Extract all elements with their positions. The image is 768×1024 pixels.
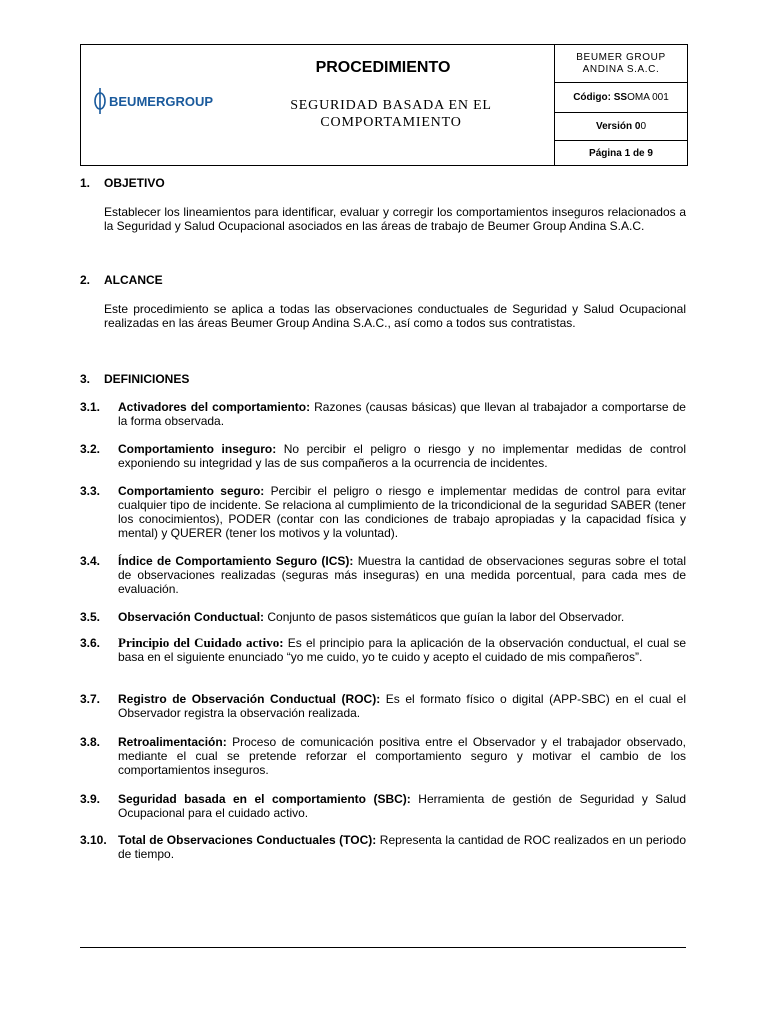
page-cell [555,141,687,165]
section-1-text: Establecer los lineamientos para identificar, evaluar y corregir los comportamientos inseguros relacionados a la Seguridad y Salud Ocupacional asociados en las áreas de trabajo de Beumer Group Andina S.A.C. [104,205,686,233]
definition-term: Índice de Comportamiento Seguro (ICS): [118,554,354,568]
document-title: PROCEDIMIENTO [315,59,451,76]
definition-item: 3.1. Activadores del comportamiento: Razones (causas básicas) que llevan al trabajador a comportarse de la forma observada. [80,400,686,428]
definition-item: 3.5. Observación Conductual: Conjunto de pasos sistemáticos que guían la labor del Observador. [80,610,625,624]
subtitle-line-2: COMPORTAMIENTO [320,115,462,130]
definition-item: 3.7. Registro de Observación Conductual (ROC): Es el formato físico o digital (APP-SBC) en el cual el Observador registra la observación realizada. [80,692,687,720]
definition-item: 3.10. Total de Observaciones Conductuales (TOC): Representa la cantidad de ROC realizados en un periodo de tiempo. [80,833,686,861]
definition-term: Total de Observaciones Conductuales (TOC): [118,833,377,847]
logo-text: BEUMERGROUP [109,94,213,109]
code-value: OMA 001 [627,92,669,103]
definition-text: Proceso de comunicación positiva entre el Observador y el trabajador observado, mediante el cual se pretende reforzar el comportamiento seguro y motivar el cambio de los comportamientos inseguros. [118,735,686,777]
version-cell [555,113,687,141]
section-1-heading: 1. OBJETIVO [80,176,165,190]
definition-text: Es el formato físico o digital (APP-SBC) en el cual el Observador registra la observación realizada. [118,692,687,720]
version-value: 0 [640,121,647,132]
document-header [80,44,688,166]
definition-item: 3.3. Comportamiento seguro: Percibir el peligro o riesgo e implementar medidas de control para evitar cualquier tipo de incidente. Se relaciona al cumplimiento de la tricondicional de la seguridad SABER (tener los conocimientos), PODER (contar con las condiciones de trabajo apropiadas y la capacidad física y mental) y QUERER (tener los motivos y la voluntad). [80,484,687,540]
definition-item: 3.9. Seguridad basada en el comportamiento (SBC): Herramienta de gestión de Seguridad y Salud Ocupacional para el cuidado activo. [80,792,686,820]
company-line-1: BEUMER GROUP [576,51,666,63]
definition-term: Comportamiento inseguro: [118,442,277,456]
company-line-2: ANDINA S.A.C. [582,63,660,75]
subtitle-line-1: SEGURIDAD BASADA EN EL [290,98,492,113]
definition-text: Razones (causas básicas) que llevan al trabajador a comportarse de la forma observada. [118,400,686,428]
definition-text: No percibir el peligro o riesgo y no implementar medidas de control exponiendo su integridad y las de sus compañeros a la ocurrencia de incidentes. [118,442,686,470]
definition-item: 3.2. Comportamiento inseguro: No percibir el peligro o riesgo y no implementar medidas de control exponiendo su integridad y las de sus compañeros a la ocurrencia de incidentes. [80,442,686,470]
definition-term: Comportamiento seguro: [118,484,265,498]
definition-text: Muestra la cantidad de observaciones seguras sobre el total de observaciones realizadas (seguras más inseguras) en una medida porcentual, para cada mes de evaluación. [118,554,686,596]
section-2-heading: 2. ALCANCE [80,273,163,287]
definition-term: Retroalimentación: [118,735,227,749]
definition-text: Herramienta de gestión de Seguridad y Salud Ocupacional para el cuidado activo. [118,792,686,820]
code-cell [555,83,687,113]
definition-item: 3.6. Principio del Cuidado activo: Es el principio para la aplicación de la observación conductual, el cual se basa en el siguiente enunciado “yo me cuido, yo te cuido y acepto el cuidado de mis compañeros”. [80,635,686,664]
definition-term: Observación Conductual: [118,610,265,624]
section-3-heading: 3. DEFINICIONES [80,372,190,386]
footer-divider [80,947,686,948]
definition-text: Representa la cantidad de ROC realizados en un periodo de tiempo. [118,833,686,861]
page-label: Página 1 de 9 [589,147,653,159]
definition-text: Percibir el peligro o riesgo e implementar medidas de control para evitar cualquier tipo de incidente. Se relaciona al cumplimiento de la tricondicional de la seguridad SABER (tener los conocimientos), PODER (contar con las condiciones de trabajo apropiadas y la capacidad física y mental) y QUERER (tener los motivos y la voluntad). [118,484,687,540]
code-label: Código: SS [573,92,628,103]
header-right-cells [555,45,687,165]
definition-item: 3.8. Retroalimentación: Proceso de comunicación positiva entre el Observador y el trabajador observado, mediante el cual se pretende reforzar el comportamiento seguro y motivar el cambio de los comportamientos inseguros. [80,735,686,777]
header-left-cell [81,45,555,165]
definition-term: Activadores del comportamiento: [118,400,311,414]
document-subtitle [241,97,541,131]
company-name-cell [555,45,687,83]
definition-term: Registro de Observación Conductual (ROC): [118,692,381,706]
definition-item: 3.4. Índice de Comportamiento Seguro (ICS): Muestra la cantidad de observaciones seguras sobre el total de observaciones realizadas (seguras más inseguras) en una medida porcentual, para cada mes de evaluación. [80,554,686,596]
definition-term: Seguridad basada en el comportamiento (SBC): [118,792,411,806]
definition-text: Es el principio para la aplicación de la observación conductual, el cual se basa en el siguiente enunciado “yo me cuido, yo te cuido y acepto el cuidado de mis compañeros”. [118,636,686,664]
version-label: Versión 0 [595,121,641,132]
company-logo [89,83,213,119]
section-2-text: Este procedimiento se aplica a todas las observaciones conductuales de Seguridad y Salud Ocupacional realizadas en las áreas Beumer Group Andina S.A.C., así como a todos sus contratistas. [104,302,686,330]
definition-text: Conjunto de pasos sistemáticos que guían la labor del Observador. [264,610,625,624]
definition-term: Principio del Cuidado activo: [118,635,284,650]
